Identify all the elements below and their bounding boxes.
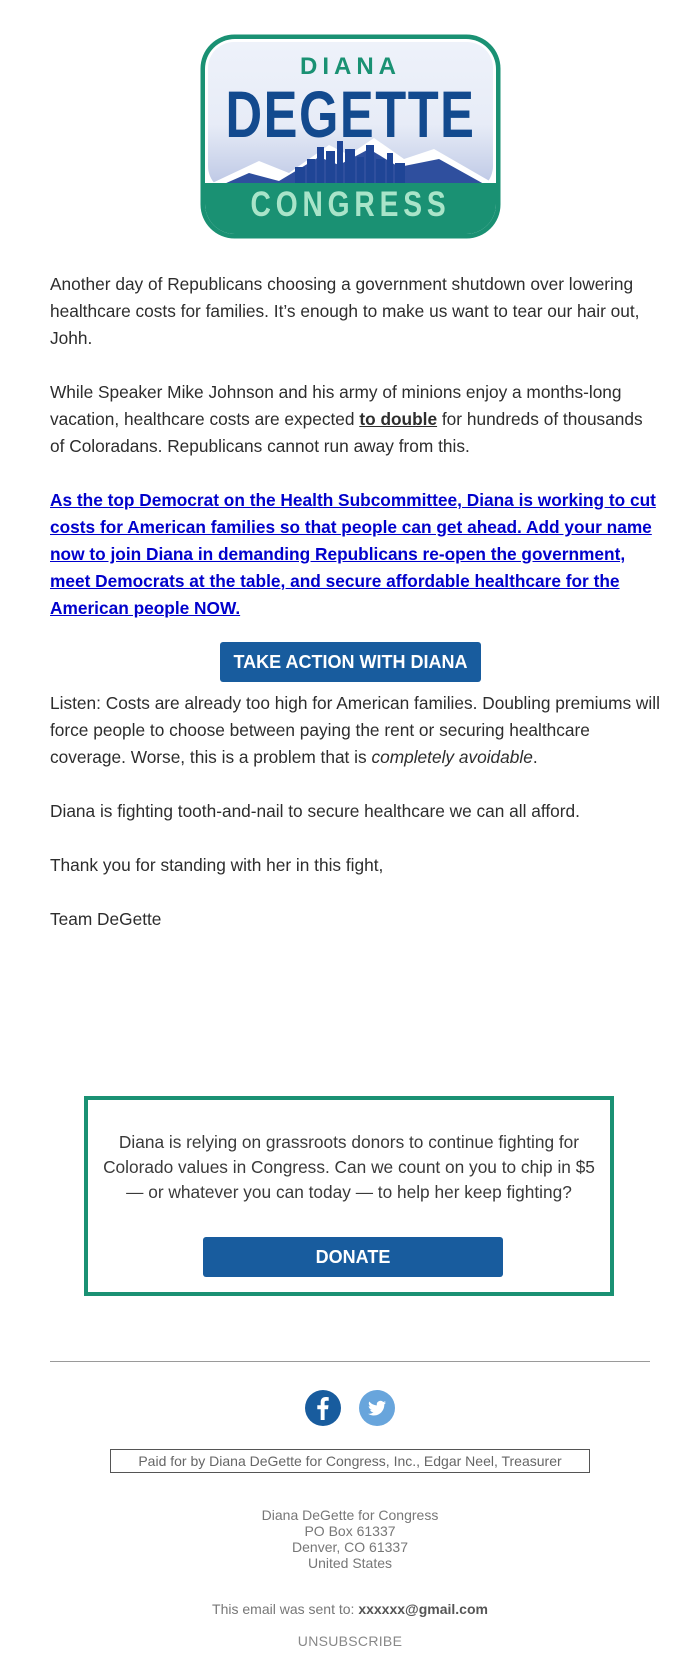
emphasis-to-double: to double xyxy=(359,409,438,429)
paid-for-disclaimer: Paid for by Diana DeGette for Congress, Inc., Edgar Neel, Treasurer xyxy=(110,1449,590,1473)
logo-congress: CONGRESS xyxy=(250,185,451,224)
paragraph-listen: Listen: Costs are already too high for American families. Doubling premiums will force people to choose between paying the rent or securing healthcare coverage. Worse, this is a problem that is completely avoidable. xyxy=(50,693,660,767)
email-body-continued xyxy=(50,690,660,960)
twitter-icon[interactable] xyxy=(359,1390,395,1426)
paragraph-thanks: Thank you for standing with her in this fight, xyxy=(50,855,384,875)
footer-divider xyxy=(50,1361,650,1362)
mailing-address: Diana DeGette for Congress PO Box 61337 Denver, CO 61337 United States xyxy=(261,1507,439,1571)
add-name-link[interactable]: As the top Democrat on the Health Subcommittee, Diana is working to cut costs for American families so that people can get ahead. Add your name now to join Diana in demanding Republicans re-open the government, meet Democrats at the table, and secure affordable healthcare for the American people NOW. xyxy=(50,490,656,618)
paragraph-shutdown: While Speaker Mike Johnson and his army of minions enjoy a months-long vacation, healthcare costs are expected to double for hundreds of thousands of Coloradans. Republicans cannot run away from this. xyxy=(50,382,643,456)
campaign-logo xyxy=(199,33,502,240)
donate-appeal-text: Diana is relying on grassroots donors to continue fighting for Colorado values in Congress. Can we count on you to chip in $5 — or whatever you can today — to help her keep fighting? xyxy=(103,1132,595,1202)
logo-last-name: DEGETTE xyxy=(225,77,476,151)
take-action-button[interactable]: TAKE ACTION WITH DIANA xyxy=(220,642,481,682)
recipient-email: xxxxxx@gmail.com xyxy=(358,1601,488,1617)
unsubscribe-link[interactable]: UNSUBSCRIBE xyxy=(297,1633,403,1649)
logo-first-name: DIANA xyxy=(300,53,401,80)
facebook-icon[interactable] xyxy=(305,1390,341,1426)
donate-button[interactable]: DONATE xyxy=(203,1237,503,1277)
donate-box xyxy=(84,1096,614,1296)
signature: Team DeGette xyxy=(50,909,162,929)
paragraph-intro: Another day of Republicans choosing a government shutdown over lowering healthcare costs for families. It’s enough to make us want to tear our hair out, Johh. xyxy=(50,274,640,348)
email-body xyxy=(50,271,660,649)
sent-to-line: This email was sent to: xxxxxx@gmail.com xyxy=(212,1601,488,1617)
paragraph-fighting: Diana is fighting tooth-and-nail to secure healthcare we can all afford. xyxy=(50,801,580,821)
